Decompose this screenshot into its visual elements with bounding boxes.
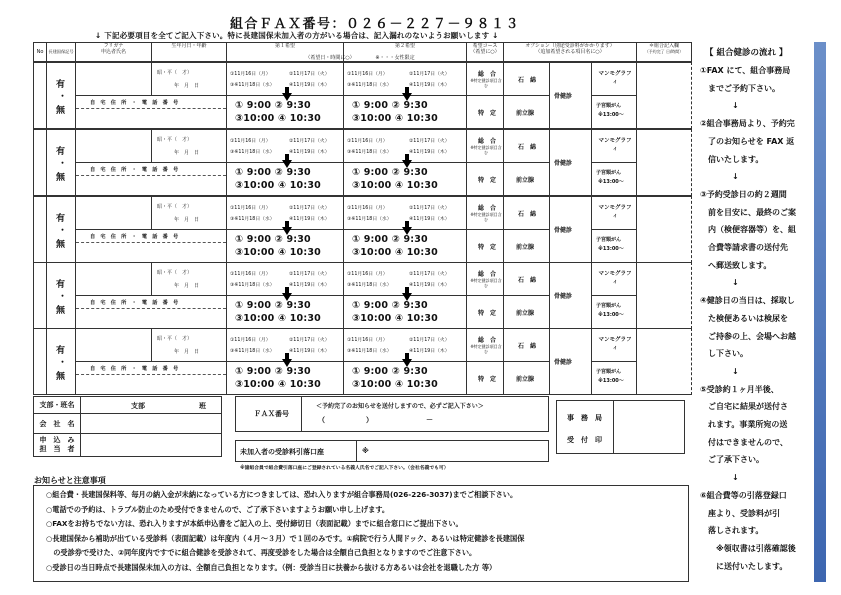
date-opt-4[interactable]: ④11月19日（木） [409, 83, 450, 88]
option-prostate[interactable]: 前立腺 [516, 310, 535, 317]
option-vdiv-1 [549, 63, 550, 128]
header-union-label: ＊組合記入欄 [648, 43, 679, 49]
birth-field[interactable] [151, 129, 227, 163]
ins-no[interactable]: 無 [56, 240, 66, 250]
course-cell[interactable] [466, 196, 504, 263]
address-phone-field[interactable] [75, 162, 227, 196]
flow-step-line: ご持参の上、会場へお越 [700, 331, 796, 341]
date-opt-4[interactable]: ④11月19日（木） [289, 349, 330, 354]
course-combo[interactable]: 総 合 [478, 271, 497, 278]
time-row-2[interactable]: ③10:00 ④ 10:30 [235, 379, 321, 390]
time-row-2[interactable]: ③10:00 ④ 10:30 [235, 247, 321, 258]
birth-ymd: 年 月 日 [174, 150, 200, 156]
ins-dot: ・ [58, 92, 68, 102]
course-divider [467, 95, 503, 96]
course-divider [467, 229, 503, 230]
header-first-label: 第１希望 [274, 43, 295, 49]
option-prostate[interactable]: 前立腺 [516, 177, 535, 184]
address-divider [76, 242, 226, 243]
received-label: 受 付 印 [567, 436, 602, 444]
option-stone[interactable]: 石 綿 [518, 211, 537, 218]
time-row-2[interactable]: ③10:00 ④ 10:30 [352, 180, 438, 191]
option-mammo[interactable]: マンモグラフィ [598, 337, 632, 351]
ins-choice-cell[interactable] [46, 262, 76, 329]
option-uterine-time: ※13:00～ [598, 312, 624, 318]
time-row-1[interactable]: ① 9:00 ② 9:30 [235, 366, 311, 377]
address-divider [76, 175, 226, 176]
time-row-1[interactable]: ① 9:00 ② 9:30 [235, 100, 311, 111]
course-special[interactable]: 特 定 [478, 376, 497, 383]
name-field[interactable] [75, 196, 152, 230]
time-row-1[interactable]: ① 9:00 ② 9:30 [352, 300, 428, 311]
time-row-2[interactable]: ③10:00 ④ 10:30 [352, 379, 438, 390]
flow-step-line: ①FAX にて、組合事務局 [700, 66, 791, 75]
date-opt-1[interactable]: ①11月16日（月） [230, 139, 271, 144]
row-no-cell [33, 262, 47, 329]
date-opt-4[interactable]: ④11月19日（木） [289, 283, 330, 288]
birth-field[interactable] [151, 196, 227, 230]
row-no-cell [33, 196, 47, 263]
choice-first[interactable] [226, 62, 344, 129]
date-opt-1[interactable]: ①11月16日（月） [230, 72, 271, 77]
flow-step-line: ④健診日の当日は、採取し [700, 296, 795, 306]
flow-step-line: 了のお知らせを FAX 返 [700, 136, 795, 146]
notice-item: の受診券で受けた、②同年度内ですでに組合健診を受診されて、再度受診をした場合は全額自己負担となりますのでご注意下さい。 [46, 548, 477, 558]
union-cell [636, 328, 692, 395]
course-cell[interactable] [466, 262, 504, 329]
address-phone-field[interactable] [75, 295, 227, 329]
course-combo-sub: ※特定健診項目含む [470, 278, 502, 288]
branch-field[interactable] [80, 396, 222, 414]
choice-second[interactable] [343, 62, 467, 129]
row-no-cell [33, 328, 47, 395]
option-cell[interactable] [503, 262, 637, 329]
option-vdiv-1 [549, 197, 550, 262]
han-suffix: 班 [199, 402, 206, 410]
address-phone-field[interactable] [75, 229, 227, 263]
flow-step-line: 前を目安に、最終のご案 [700, 207, 796, 217]
unenrolled-label: 未加入者の受診料引落口座 [240, 448, 324, 456]
fax-field-box [235, 396, 549, 432]
choice-first[interactable] [226, 328, 344, 395]
flow-step-line: ↓ [700, 101, 739, 111]
option-cell[interactable] [503, 328, 637, 395]
birth-era: 昭・平（ 才） [157, 204, 193, 210]
option-cell[interactable] [503, 196, 637, 263]
option-div-a [504, 361, 549, 362]
choice-first[interactable] [226, 196, 344, 263]
header-course-label: 希望コース [472, 43, 498, 49]
branch-label-cell [33, 396, 81, 414]
option-vdiv-1 [549, 130, 550, 195]
option-stone[interactable]: 石 綿 [518, 144, 537, 151]
flow-step-line: ②組合事務局より、予約完 [700, 119, 795, 129]
header-course-sub: （希望に○） [470, 49, 500, 55]
date-opt-3[interactable]: ③※11月18日（水） [347, 283, 392, 288]
ins-no[interactable]: 無 [56, 173, 66, 183]
flow-step-line: 信いたします。 [700, 154, 764, 164]
office-label: 事 務 局 [567, 414, 602, 422]
unenrolled-mark: ※ [362, 447, 369, 455]
course-special[interactable]: 特 定 [478, 310, 497, 317]
option-uterine[interactable]: 子宮頸がん [596, 170, 622, 176]
person-label: 申 込 み 担 当 者 [39, 436, 75, 453]
course-combo-sub: ※特定健診項目含む [470, 78, 502, 88]
option-vdiv-1 [549, 329, 550, 394]
date-opt-3[interactable]: ③※11月18日（水） [347, 83, 392, 88]
address-phone-label: 自 宅 住 所 ・ 電 話 番 号 [90, 100, 179, 106]
flow-step-line: 落しされます。 [700, 526, 764, 536]
flow-step-line: ↓ [700, 473, 739, 483]
person-label-cell [33, 433, 81, 457]
address-divider [76, 308, 226, 309]
birth-era: 昭・平（ 才） [157, 270, 193, 276]
flow-step-line: 座より、受診料が引 [700, 508, 780, 518]
fax-dash: － [426, 416, 433, 424]
birth-era: 昭・平（ 才） [157, 137, 193, 143]
notice-item: ○電話での予約は、トラブル防止のため受付できませんので、ご了承下さいますようお願い申し上げます。 [46, 504, 390, 514]
date-opt-2[interactable]: ②11月17日（火） [289, 272, 330, 277]
ins-dot: ・ [58, 292, 68, 302]
flow-step-line: ↓ [700, 278, 739, 288]
ins-yes[interactable]: 有 [56, 147, 66, 157]
date-opt-3[interactable]: ③※11月18日（水） [347, 150, 392, 155]
course-combo-sub: ※特定健診項目含む [470, 344, 502, 354]
course-divider [467, 361, 503, 362]
birth-ymd: 年 月 日 [174, 83, 200, 89]
ins-yes[interactable]: 有 [56, 346, 66, 356]
course-combo[interactable]: 総 合 [478, 138, 497, 145]
unenrolled-input[interactable] [376, 443, 544, 459]
date-opt-1[interactable]: ①11月16日（月） [347, 72, 388, 77]
option-stone[interactable]: 石 綿 [518, 77, 537, 84]
flow-step-line: へ郵送致します。 [700, 260, 772, 270]
option-uterine[interactable]: 子宮頸がん [596, 103, 622, 109]
birth-ymd: 年 月 日 [174, 283, 200, 289]
option-stone[interactable]: 石 綿 [518, 277, 537, 284]
course-cell[interactable] [466, 328, 504, 395]
flow-step-line: た検便あるいは検尿を [700, 313, 788, 323]
choice-second[interactable] [343, 196, 467, 263]
time-row-1[interactable]: ① 9:00 ② 9:30 [352, 234, 428, 245]
date-opt-4[interactable]: ④11月19日（木） [409, 349, 450, 354]
flow-title: 【 組合健診の流れ 】 [705, 48, 788, 58]
option-bone[interactable]: 骨健診 [554, 93, 573, 100]
company-field[interactable] [80, 413, 222, 434]
office-box [556, 400, 614, 454]
address-divider [76, 374, 226, 375]
course-special[interactable]: 特 定 [478, 177, 497, 184]
date-opt-4[interactable]: ④11月19日（木） [289, 83, 330, 88]
name-field[interactable] [75, 262, 152, 296]
notice-item: ○長建国保から補助が出ている受診料（表面記載）は年度内（４月～３月）で１回のみです。①病院で行う人間ドック、あるいは特定健診を長建国保 [46, 533, 525, 543]
course-divider [467, 162, 503, 163]
option-prostate[interactable]: 前立腺 [516, 110, 535, 117]
time-row-2[interactable]: ③10:00 ④ 10:30 [235, 113, 321, 124]
date-opt-2[interactable]: ②11月17日（火） [289, 139, 330, 144]
option-prostate[interactable]: 前立腺 [516, 244, 535, 251]
notice-item: ○FAXをお持ちでない方は、恐れ入りますが本紙申込書をご記入の上、受付締切日（表面記載）までに組合窓口にご提出下さい。 [46, 519, 463, 529]
header-second-sub: ※・・・女性限定 [375, 55, 415, 61]
address-phone-label: 自 宅 住 所 ・ 電 話 番 号 [90, 300, 179, 306]
header-second-label: 第２希望 [394, 43, 415, 49]
option-div-b [591, 162, 637, 163]
header-course [466, 42, 504, 62]
fax-paren-open: （ [318, 416, 325, 424]
option-cell[interactable] [503, 129, 637, 196]
date-opt-2[interactable]: ②11月17日（火） [289, 206, 330, 211]
time-row-2[interactable]: ③10:00 ④ 10:30 [352, 247, 438, 258]
address-divider [76, 108, 226, 109]
time-row-2[interactable]: ③10:00 ④ 10:30 [352, 313, 438, 324]
header-union [636, 42, 692, 62]
unenrolled-note: ※諸組合員で組合費引落口座にご登録されている名義人氏名でご記入下さい。（会社名義でも可） [240, 466, 449, 471]
course-combo-sub: ※特定健診項目含む [470, 145, 502, 155]
time-row-1[interactable]: ① 9:00 ② 9:30 [235, 167, 311, 178]
date-opt-2[interactable]: ②11月17日（火） [409, 139, 450, 144]
address-phone-label: 自 宅 住 所 ・ 電 話 番 号 [90, 167, 179, 173]
option-uterine-time: ※13:00～ [598, 179, 624, 185]
instruction-notice: ↓ 下記必要項目を全てご記入下さい。特に長建国保未加入者の方がいる場合は、記入漏れのないようお願いします ↓ [95, 31, 499, 40]
time-row-1[interactable]: ① 9:00 ② 9:30 [235, 300, 311, 311]
row-no-cell [33, 129, 47, 196]
date-opt-1[interactable]: ①11月16日（月） [230, 272, 271, 277]
decorative-stripe [814, 42, 826, 582]
course-special[interactable]: 特 定 [478, 244, 497, 251]
notice-item: ○受診日の当日時点で長建国保未加入の方は、全額自己負担となります。（例：受診当日に扶養から抜ける方あるいは会社を退職した方 等） [46, 563, 497, 572]
flow-step-line: ⑥組合費等の引落登録口 [700, 490, 787, 500]
date-opt-3[interactable]: ③※11月18日（水） [230, 283, 275, 288]
date-opt-2[interactable]: ②11月17日（火） [409, 272, 450, 277]
option-div-b [591, 95, 637, 96]
time-row-1[interactable]: ① 9:00 ② 9:30 [235, 234, 311, 245]
date-opt-2[interactable]: ②11月17日（火） [409, 206, 450, 211]
flow-step-line: ③予約受診日の約２週間 [700, 189, 787, 199]
flow-step-line: ※領収書は引落確認後 [700, 543, 796, 553]
date-opt-3[interactable]: ③※11月18日（水） [347, 349, 392, 354]
date-opt-1[interactable]: ①11月16日（月） [347, 139, 388, 144]
course-divider [467, 295, 503, 296]
option-div-b [591, 361, 637, 362]
flow-step-line: ご了承下さい。 [700, 455, 764, 465]
option-mammo[interactable]: マンモグラフィ [598, 71, 632, 85]
date-opt-4[interactable]: ④11月19日（木） [289, 217, 330, 222]
unenrolled-divider [356, 441, 357, 461]
option-div-b [591, 295, 637, 296]
option-bone[interactable]: 骨健診 [554, 293, 573, 300]
option-mammo[interactable]: マンモグラフィ [598, 138, 632, 152]
row-no-cell [33, 62, 47, 129]
date-opt-3[interactable]: ③※11月18日（水） [230, 150, 275, 155]
header-ins-symbol: 長建国保記号 [46, 42, 76, 62]
choice-second[interactable] [343, 129, 467, 196]
birth-field[interactable] [151, 328, 227, 362]
course-cell[interactable] [466, 129, 504, 196]
course-special[interactable]: 特 定 [478, 110, 497, 117]
ins-yes[interactable]: 有 [56, 80, 66, 90]
flow-step-line: れます。事業所宛の送 [700, 420, 788, 429]
header-option-label: オプション（別途受診料がかかります） [525, 43, 615, 49]
union-cell [636, 129, 692, 196]
option-mammo[interactable]: マンモグラフィ [598, 205, 632, 219]
date-opt-3[interactable]: ③※11月18日（水） [347, 217, 392, 222]
flow-step-line: に送付いたします。 [700, 561, 788, 571]
date-opt-3[interactable]: ③※11月18日（水） [230, 217, 275, 222]
fax-number-title: 組合ＦＡＸ番号：０２６－２２７－９８１３ [230, 17, 521, 32]
flow-step-line: ⑤受診約１ヶ月半後、 [700, 384, 779, 394]
fax-note: ＜予約完了のお知らせを送付しますので、必ずご記入下さい＞ [316, 403, 484, 410]
option-bone[interactable]: 骨健診 [554, 160, 573, 167]
option-uterine[interactable]: 子宮頸がん [596, 303, 622, 309]
time-row-1[interactable]: ① 9:00 ② 9:30 [352, 100, 428, 111]
choice-second[interactable] [343, 328, 467, 395]
option-div-b [591, 229, 637, 230]
flow-step-line: ご自宅に結果が送付さ [700, 402, 788, 412]
name-field[interactable] [75, 62, 152, 96]
option-bone[interactable]: 骨健診 [554, 359, 573, 366]
time-row-2[interactable]: ③10:00 ④ 10:30 [352, 113, 438, 124]
union-cell [636, 262, 692, 329]
address-phone-field[interactable] [75, 361, 227, 395]
ins-yes[interactable]: 有 [56, 214, 66, 224]
ins-choice-cell[interactable] [46, 129, 76, 196]
name-field[interactable] [75, 328, 152, 362]
union-cell [636, 196, 692, 263]
fax-input[interactable] [376, 410, 536, 426]
ins-no[interactable]: 無 [56, 306, 66, 316]
flow-step-line: し下さい。 [700, 349, 748, 359]
branch-label: 支部・班名 [39, 401, 75, 409]
company-label: 会 社 名 [39, 419, 75, 428]
option-mammo[interactable]: マンモグラフィ [598, 271, 632, 285]
time-row-1[interactable]: ① 9:00 ② 9:30 [352, 366, 428, 377]
notice-item: ○組合費・長建国保料等、毎月の納入金が未納になっている方につきましては、恐れ入りますが組合事務局(026-226-3037)までご相談下さい。 [46, 490, 518, 499]
ins-dot: ・ [58, 226, 68, 236]
ins-yes[interactable]: 有 [56, 280, 66, 290]
birth-era: 昭・平（ 才） [157, 70, 193, 76]
address-phone-field[interactable] [75, 95, 227, 129]
option-cell[interactable] [503, 62, 637, 129]
address-phone-label: 自 宅 住 所 ・ 電 話 番 号 [90, 366, 179, 372]
date-opt-1[interactable]: ①11月16日（月） [347, 206, 388, 211]
time-row-2[interactable]: ③10:00 ④ 10:30 [235, 313, 321, 324]
course-combo[interactable]: 総 合 [478, 71, 497, 78]
option-uterine-time: ※13:00～ [598, 378, 624, 384]
time-row-1[interactable]: ① 9:00 ② 9:30 [352, 167, 428, 178]
flow-step-line: ↓ [700, 172, 739, 182]
option-uterine-time: ※13:00～ [598, 112, 624, 118]
flow-step-line: 合費等請求書の送付先 [700, 243, 788, 252]
ins-no[interactable]: 無 [56, 372, 66, 382]
date-opt-1[interactable]: ①11月16日（月） [347, 272, 388, 277]
header-no: No [33, 42, 47, 62]
ins-choice-cell[interactable] [46, 62, 76, 129]
birth-field[interactable] [151, 262, 227, 296]
option-uterine-time: ※13:00～ [598, 246, 624, 252]
date-opt-3[interactable]: ③※11月18日（水） [230, 83, 275, 88]
header-first-sub: （希望日・時間に○） [305, 55, 355, 61]
course-combo-sub: ※特定健診項目含む [470, 212, 502, 222]
date-opt-1[interactable]: ①11月16日（月） [347, 338, 388, 343]
received-stamp-area [613, 400, 685, 454]
ins-choice-cell[interactable] [46, 196, 76, 263]
branch-suffix: 支部 [131, 402, 145, 410]
notices-title: お知らせと注意事項 [34, 476, 106, 485]
person-field[interactable] [80, 433, 222, 457]
course-cell[interactable] [466, 62, 504, 129]
date-opt-4[interactable]: ④11月19日（木） [409, 150, 450, 155]
option-div-a [504, 95, 549, 96]
ins-no[interactable]: 無 [56, 106, 66, 116]
option-uterine[interactable]: 子宮頸がん [596, 237, 622, 243]
choice-first[interactable] [226, 262, 344, 329]
birth-era: 昭・平（ 才） [157, 336, 193, 342]
header-applicant: 申込者氏名 [100, 49, 126, 55]
option-div-a [504, 162, 549, 163]
company-label-cell [33, 413, 81, 434]
date-opt-1[interactable]: ①11月16日（月） [230, 338, 271, 343]
header-option-sub: （追加希望される項目名に○） [535, 49, 605, 55]
birth-field[interactable] [151, 62, 227, 96]
name-field[interactable] [75, 129, 152, 163]
option-div-a [504, 229, 549, 230]
choice-second[interactable] [343, 262, 467, 329]
time-row-2[interactable]: ③10:00 ④ 10:30 [235, 180, 321, 191]
header-union-sub: （予約完了 日/時間） [644, 49, 684, 54]
date-opt-4[interactable]: ④11月19日（木） [409, 283, 450, 288]
course-combo[interactable]: 総 合 [478, 337, 497, 344]
birth-ymd: 年 月 日 [174, 217, 200, 223]
flow-step-line: 付はできませんので、 [700, 437, 788, 447]
ins-dot: ・ [58, 358, 68, 368]
option-uterine[interactable]: 子宮頸がん [596, 369, 622, 375]
date-opt-4[interactable]: ④11月19日（木） [289, 150, 330, 155]
choice-first[interactable] [226, 129, 344, 196]
ins-choice-cell[interactable] [46, 328, 76, 395]
fax-label: ＦＡＸ番号 [242, 397, 302, 431]
option-div-a [504, 295, 549, 296]
option-vdiv-1 [549, 263, 550, 328]
fax-paren-close: ） [366, 416, 373, 424]
header-birth: 生年月日・年齢 [151, 42, 227, 62]
option-prostate[interactable]: 前立腺 [516, 376, 535, 383]
option-bone[interactable]: 骨健診 [554, 227, 573, 234]
date-opt-2[interactable]: ②11月17日（火） [289, 338, 330, 343]
date-opt-2[interactable]: ②11月17日（火） [409, 72, 450, 77]
birth-ymd: 年 月 日 [174, 349, 200, 355]
unenrolled-account-box [235, 440, 549, 462]
header-option [503, 42, 637, 62]
union-cell [636, 62, 692, 129]
date-opt-1[interactable]: ①11月16日（月） [230, 206, 271, 211]
date-opt-2[interactable]: ②11月17日（火） [409, 338, 450, 343]
header-furigana: フリガナ [103, 43, 124, 49]
flow-step-line: ↓ [700, 366, 739, 376]
address-phone-label: 自 宅 住 所 ・ 電 話 番 号 [90, 234, 179, 240]
flow-step-line: 内（検便容器等）を、組 [700, 225, 796, 235]
option-stone[interactable]: 石 綿 [518, 343, 537, 350]
ins-dot: ・ [58, 159, 68, 169]
date-opt-3[interactable]: ③※11月18日（水） [230, 349, 275, 354]
flow-step-line: までご予約下さい。 [700, 83, 780, 93]
date-opt-4[interactable]: ④11月19日（木） [409, 217, 450, 222]
course-combo[interactable]: 総 合 [478, 205, 497, 212]
date-opt-2[interactable]: ②11月17日（火） [289, 72, 330, 77]
header-name [75, 42, 152, 62]
